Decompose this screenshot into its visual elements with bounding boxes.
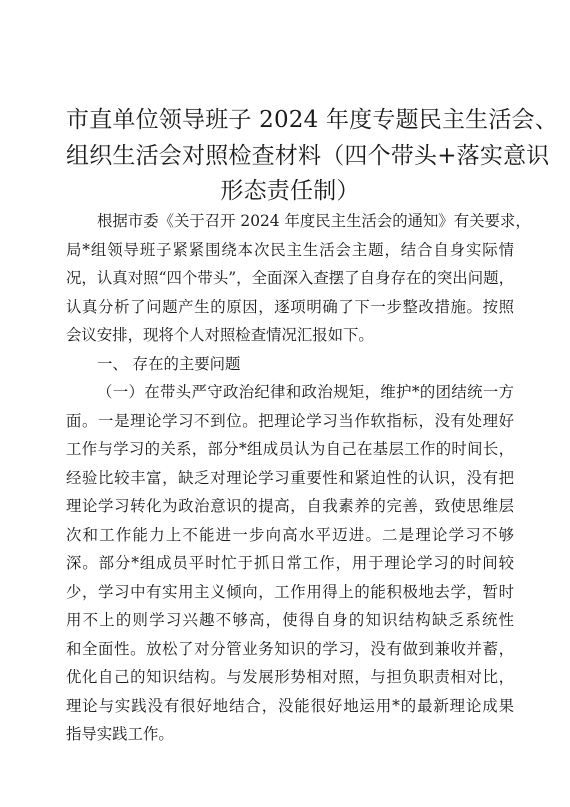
- section-body-line: 优化自己的知识结构。与发展形势相对照，与担负职责相对比，: [66, 668, 514, 686]
- intro-line: 局*组领导班子紧紧围绕本次民主生活会主题，结合自身实际情: [66, 240, 514, 259]
- title-line: 形态责任制）: [220, 178, 360, 204]
- section-heading: 一、 存在的主要问题: [97, 354, 241, 373]
- section-body-line: 理论学习转化为政治意识的提高，自我素养的完善，致使思维层: [66, 497, 514, 515]
- section-body-line: （一）在带头严守政治纪律和政治规矩，维护*的团结统一方: [97, 383, 514, 401]
- document-body: [66, 207, 531, 749]
- section-body-line: 经验比较丰富，缺乏对理论学习重要性和紧迫性的认识，没有把: [66, 468, 514, 487]
- section-body-line: 理论与实践没有很好地结合，没能很好地运用*的最新理论成果: [66, 696, 514, 715]
- section-body-line: 用不上的则学习兴趣不够高，使得自身的知识结构缺乏系统性: [66, 611, 514, 629]
- section-body-line: 和全面性。放松了对分管业务知识的学习，没有做到兼收并蓄，: [66, 639, 514, 658]
- intro-line: 认真分析了问题产生的原因，逐项明确了下一步整改措施。按照: [66, 297, 514, 316]
- intro-line: 况，认真对照“四个带头”，全面深入查摆了自身存在的突出问题，: [66, 269, 514, 287]
- title-line: 市直单位领导班子 2024 年度专题民主生活会、: [66, 107, 558, 133]
- title-line: 组织生活会对照检查材料（四个带头+落实意识: [66, 142, 550, 169]
- section-body-line: 次和工作能力上不能进一步向高水平迈进。二是理论学习不够: [66, 525, 514, 544]
- section-body-line: 少，学习中有实用主义倾向，工作用得上的能积极地去学，暂时: [66, 582, 514, 601]
- section-body-line: 面。一是理论学习不到位。把理论学习当作软指标，没有处理好: [66, 411, 514, 430]
- intro-line: 会议安排，现将个人对照检查情况汇报如下。: [66, 326, 374, 344]
- section-body-line: 指导实践工作。: [66, 725, 174, 743]
- section-body-line: 深。部分*组成员平时忙于抓日常工作，用于理论学习的时间较: [66, 554, 514, 572]
- document-title: [66, 103, 558, 210]
- section-body-line: 工作与学习的关系，部分*组成员认为自己在基层工作的时间长，: [66, 440, 514, 458]
- intro-line: 根据市委《关于召开 2024 年度民主生活会的通知》有关要求，: [97, 212, 531, 230]
